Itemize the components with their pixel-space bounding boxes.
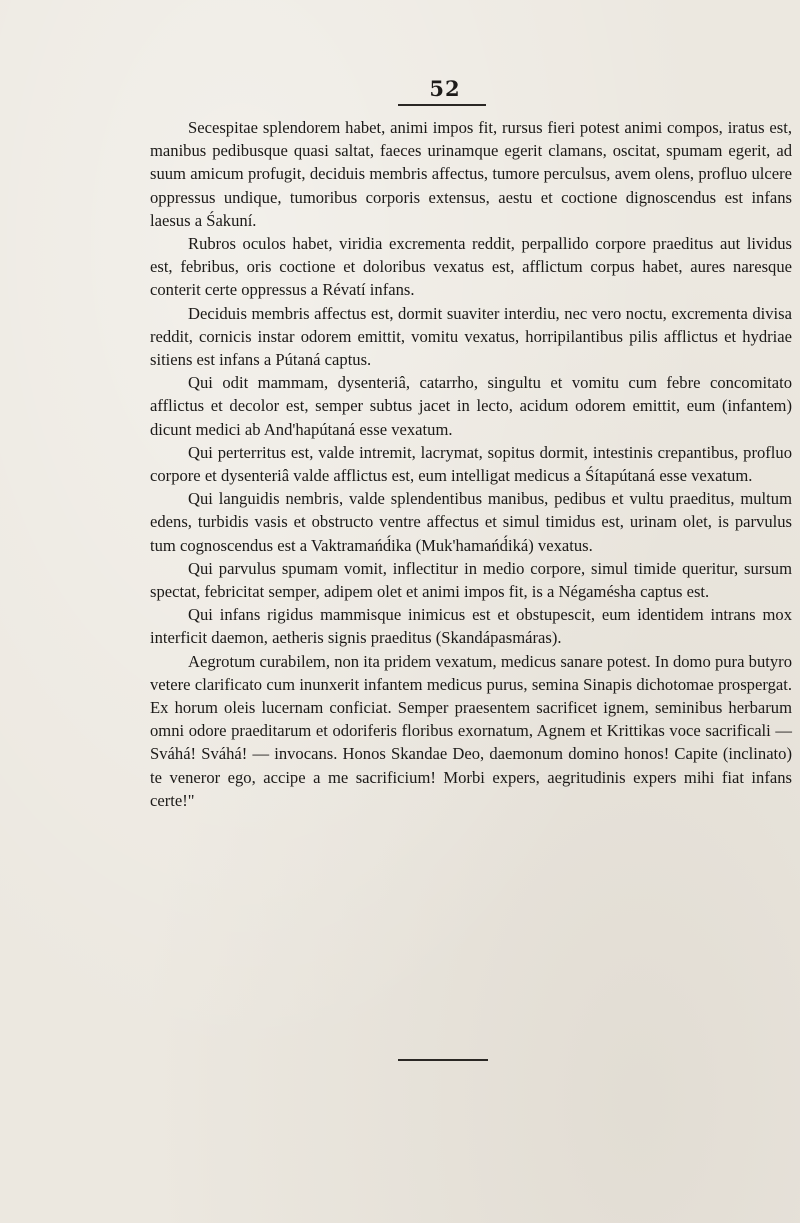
paragraph: Qui languidis nembris, valde splendentibus manibus, pedibus et vultu praeditus, multum edens, turbidis vasis et obstructo ventre affectus et simul timidus est, urinam olet, is parvulus tum cognoscendus est a Vaktramańd́ika (Muk'hamańd́iká) vexatus.: [150, 489, 792, 555]
paragraph: Qui infans rigidus mammisque inimicus est et obstupescit, eum identidem intrans mox interficit daemon, aetheris signis praeditus (Skandápasmáras).: [150, 605, 792, 648]
footer-rule: [398, 1059, 488, 1061]
page-number: 52: [429, 76, 461, 101]
paragraph: Qui perterritus est, valde intremit, lacrymat, sopitus dormit, intestinis crepantibus, profluo corpore et dysenteriâ valde afflictus est, eum intelligat medicus a Śítapútaná esse vexatum.: [150, 442, 792, 486]
paragraph: Aegrotum curabilem, non ita pridem vexatum, medicus sanare potest. In domo pura butyro vetere clarificato cum inunxerit infantem medicus purus, semina Sinapis dichotomae prospergat. Ex horum oleis lucernam conficiat. Semper praesentem sacrificet ignem, seminibus herbarum omni odore praeditarum et odoriferis floribus exornatum, Agnem et Krittikas voce sacrificali — Sváhá! Sváhá! — invocans. Honos Skandae Deo, daemonum domino honos! Capite (inclinato) te veneror ego, accipe a me sacrificium! Morbi expers, aegritudinis expers mihi fiat infans certe!": [150, 651, 792, 810]
paragraph: Qui odit mammam, dysenteriâ, catarrho, singultu et vomitu cum febre concomitato afflictus et decolor est, semper subtus jacet in lecto, acidum odorem emittit, eum (infantem) dicunt medici ab And'hapútaná esse vexatum.: [150, 373, 792, 439]
header-rule: [398, 104, 486, 106]
body-text: [150, 116, 792, 812]
paragraph: Deciduis membris affectus est, dormit suaviter interdiu, nec vero noctu, excrementa divisa reddit, cornicis instar odorem emittit, vomitu vexatus, horripilantibus pilis afflictus et hydriae sitiens est infans a Pútaná captus.: [150, 303, 792, 370]
paragraph: Qui parvulus spumam vomit, inflectitur in medio corpore, simul timide queritur, sursum spectat, febricitat semper, adipem olet et animi impos fit, is a Négamésha captus est.: [150, 558, 792, 602]
paragraph: Rubros oculos habet, viridia excrementa reddit, perpallido corpore praeditus aut lividus est, febribus, oris coctione et doloribus vexatus est, afflictum corpus habet, aures naresque conterit certe oppressus a Révatí infans.: [150, 234, 792, 300]
paragraph: Secespitae splendorem habet, animi impos fit, rursus fieri potest animi compos, iratus est, manibus pedibusque quasi saltat, faeces urinamque egerit clamans, oscitat, spumam egerit, ad suum amicum profugit, deciduis membris affectus, tumore perculsus, avem olens, profluo ulcere oppressus undique, tumoribus corporis extensus, aestu et coctione dignoscendus est infans laesus a Śakuní.: [150, 118, 792, 230]
